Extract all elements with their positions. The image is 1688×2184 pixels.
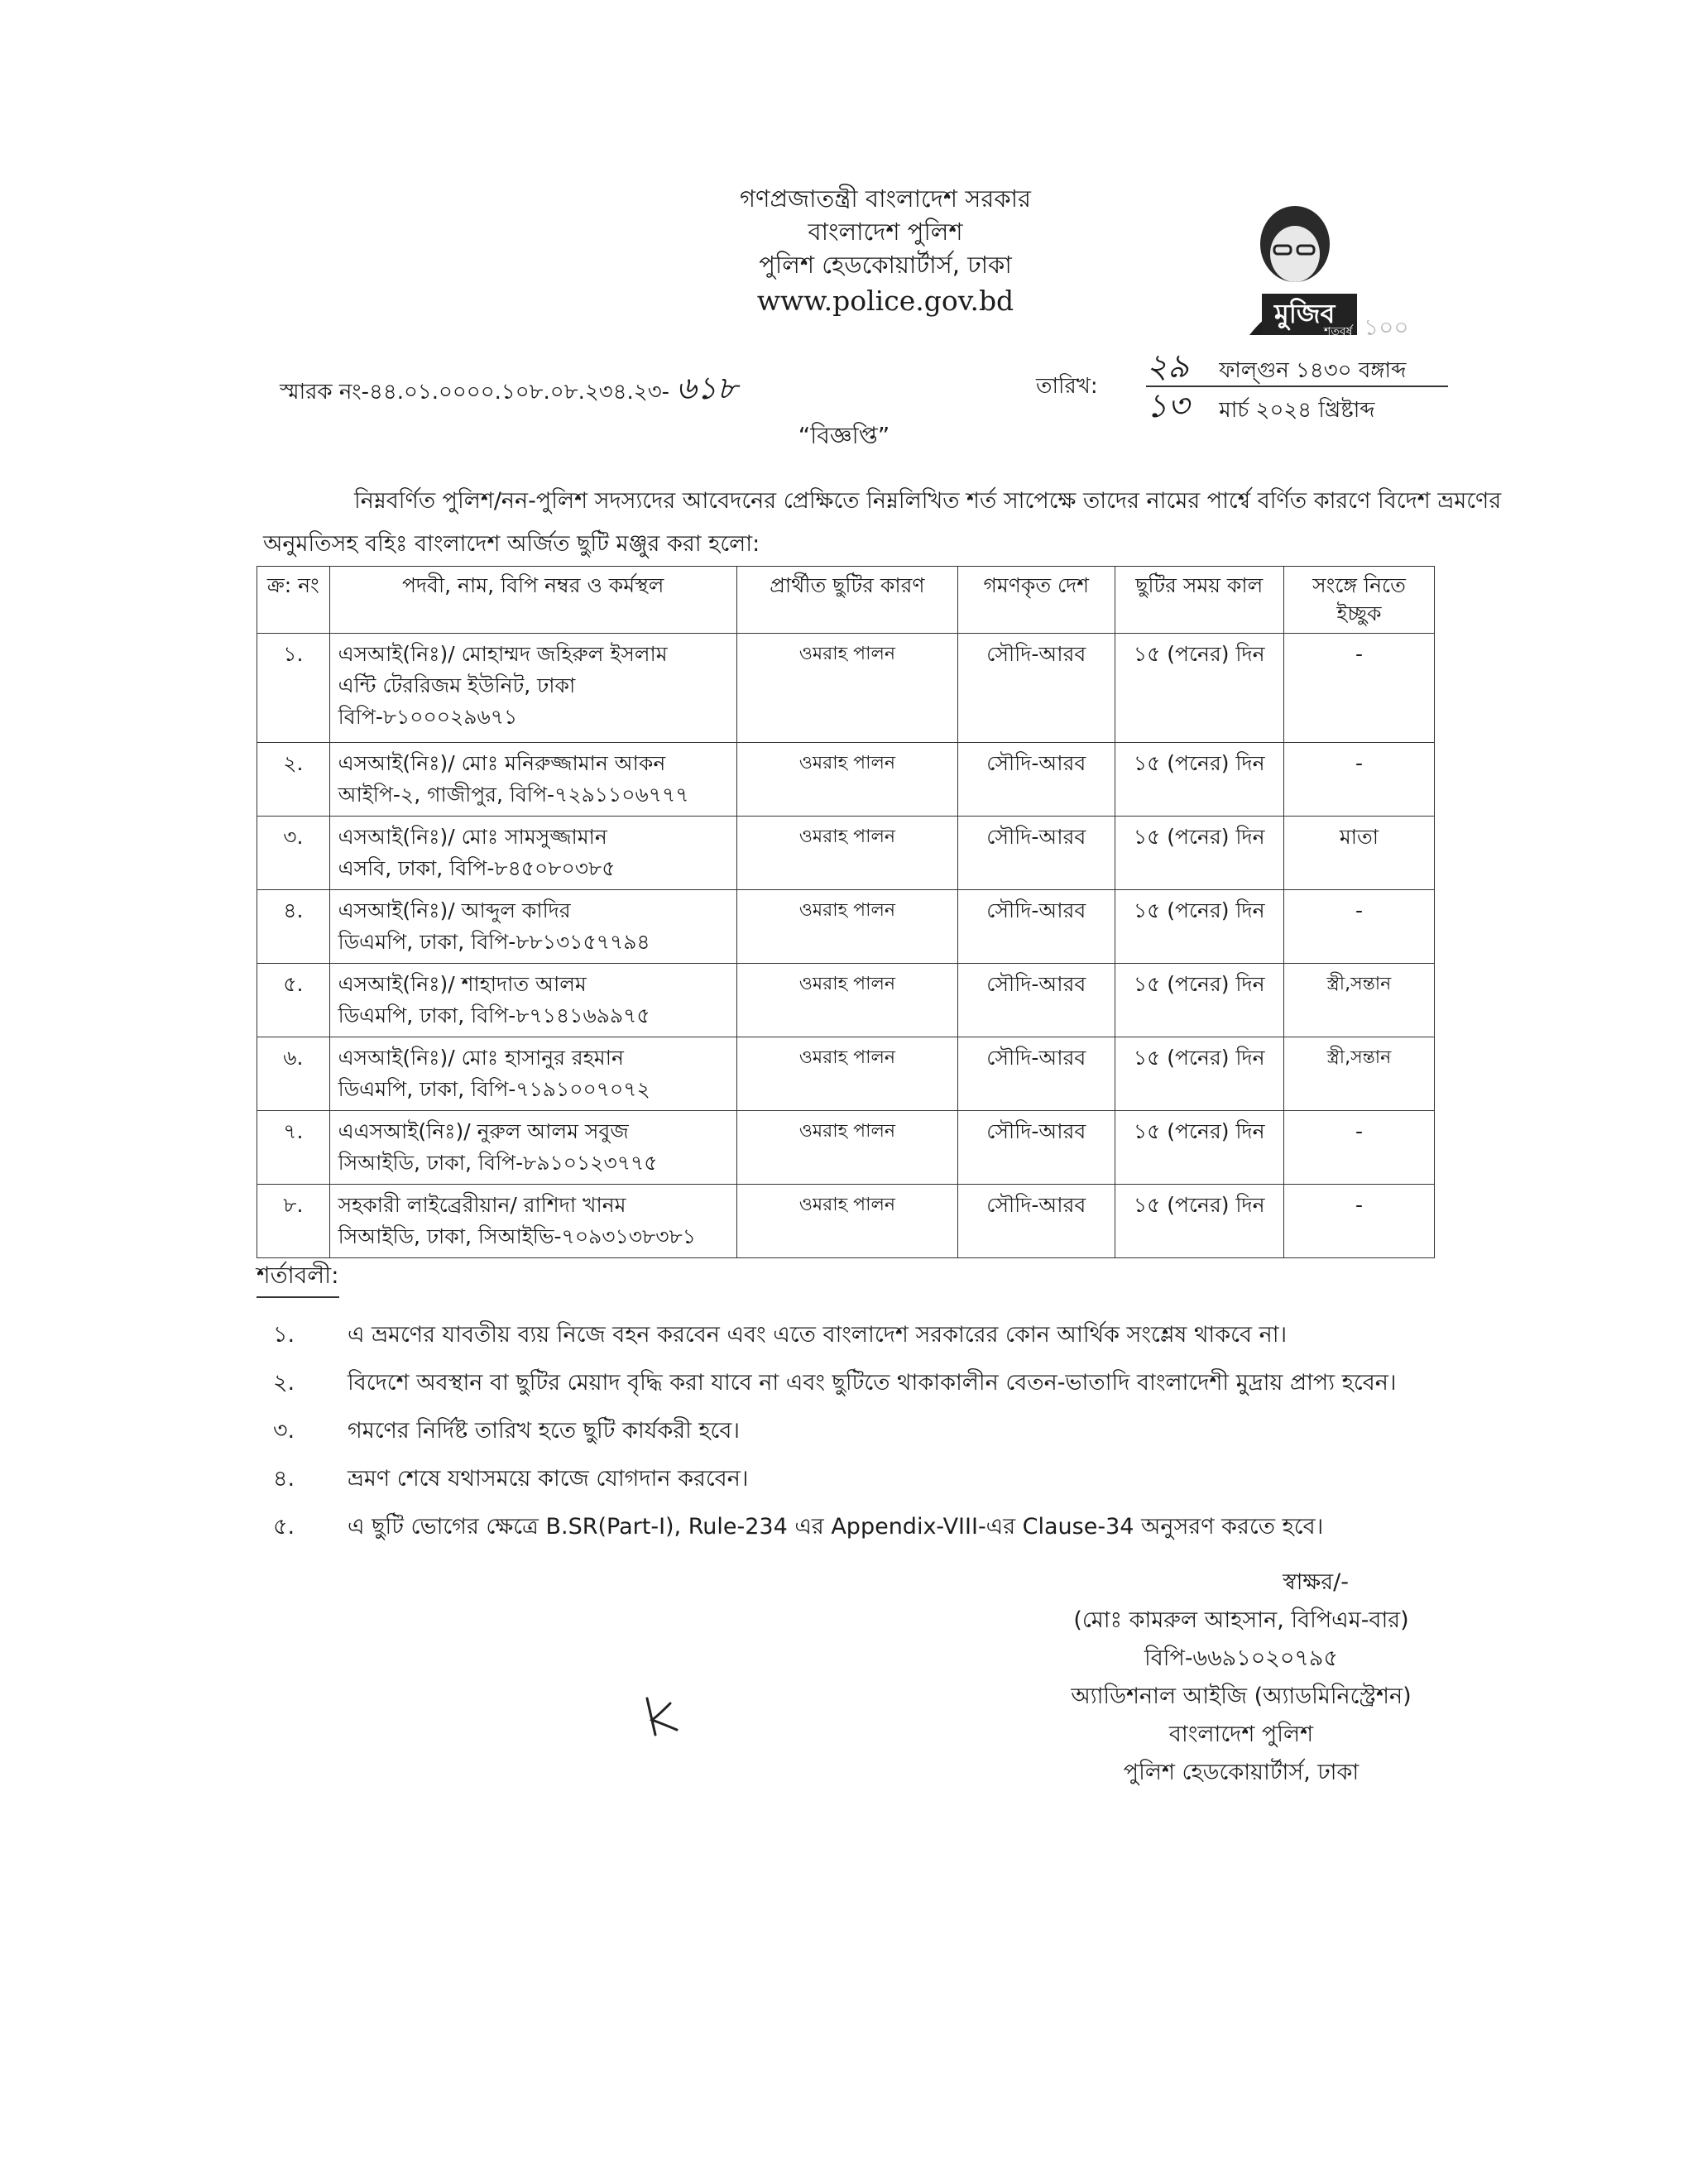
signatory-organization: বাংলাদেশ পুলিশ: [1168, 1722, 1314, 1747]
unit-line: ডিএমপি, ঢাকা, বিপি-৭১৯১০০৭০৭২: [338, 1077, 650, 1101]
cell-name: [329, 817, 736, 890]
header-companion: সংঙ্গে নিতে ইচ্ছুক: [1283, 567, 1434, 634]
table-row: [257, 964, 1435, 1037]
date-label: তারিখ:: [1036, 374, 1098, 399]
table-row: [257, 817, 1435, 890]
unit-line: সিআইডি, ঢাকা, বিপি-৮৯১০১২৩৭৭৫: [338, 1151, 658, 1175]
condition-text: গমণের নির্দিষ্ট তারিখ হতে ছুটি কার্যকরী হবে।: [348, 1418, 741, 1444]
intro-text: নিম্নবর্ণিত পুলিশ/নন-পুলিশ সদস্যদের আবেদনের প্রেক্ষিতে নিম্নলিখিত শর্ত সাপেক্ষে তাদের নামের পার্শ্বে বর্ণিত কারণে বিদেশ ভ্রমণের অনুমতিসহ বহিঃ বাংলাদেশ অর্জিত ছুটি মঞ্জুর করা হলো:: [263, 488, 1502, 557]
table-row: [257, 634, 1435, 743]
english-date: [1146, 387, 1448, 425]
cell-serial: ৫.: [257, 964, 330, 1037]
signatory-bp: বিপি-৬৬৯১০২০৭৯৫: [1144, 1645, 1338, 1671]
condition-number: ২.: [273, 1370, 295, 1396]
logo-digits: ১০০: [1364, 314, 1409, 341]
cell-duration: ১৫ (পনের) দিন: [1115, 634, 1283, 743]
bengali-day: ২৯: [1146, 347, 1189, 386]
english-day: ১৩: [1146, 387, 1189, 425]
header-serial: ক্র: নং: [257, 567, 330, 634]
cell-reason: ওমরাহ পালন: [736, 817, 957, 890]
name-line: এসআই(নিঃ)/ মোঃ মনিরুজ্জামান আকন: [338, 751, 666, 775]
website-link[interactable]: www.police.gov.bd: [756, 285, 1014, 317]
bp-line: বিপি-৮১০০০২৯৬৭১: [338, 705, 518, 729]
cell-country: সৌদি-আরব: [958, 890, 1115, 964]
conditions-title: শর্তাবলী:: [257, 1257, 339, 1298]
unit-line: এসবি, ঢাকা, বিপি-৮৪৫০৮০৩৮৫: [338, 856, 616, 880]
leave-approval-table: [257, 566, 1435, 1258]
cell-companion: -: [1283, 634, 1434, 743]
cell-duration: ১৫ (পনের) দিন: [1115, 1185, 1283, 1258]
cell-country: সৌদি-আরব: [958, 634, 1115, 743]
logo-subtext: শতবর্ষ: [1324, 325, 1353, 338]
organization-name: বাংলাদেশ পুলিশ: [808, 218, 963, 246]
cell-serial: ৮.: [257, 1185, 330, 1258]
office-name: পুলিশ হেডকোয়ার্টার্স, ঢাকা: [759, 251, 1012, 279]
name-line: এসআই(নিঃ)/ শাহাদাত আলম: [338, 972, 587, 996]
government-name: গণপ্রজাতন্ত্রী বাংলাদেশ সরকার: [739, 184, 1032, 213]
condition-text: এ ভ্রমণের যাবতীয় ব্যয় নিজে বহন করবেন এবং এতে বাংলাদেশ সরকারের কোন আর্থিক সংশ্লেষ থাকবে না।: [348, 1322, 1288, 1348]
table-row: [257, 890, 1435, 964]
unit-line: সিআইডি, ঢাকা, সিআইভি-৭০৯৩১৩৮৩৮১: [338, 1224, 696, 1248]
signed-label: স্বাক্ষর/-: [1283, 1569, 1349, 1595]
name-line: এসআই(নিঃ)/ মোহাম্মদ জহিরুল ইসলাম: [338, 642, 668, 666]
signatory-office: পুলিশ হেডকোয়ার্টার্স, ঢাকা: [1123, 1760, 1360, 1785]
condition-number: ১.: [273, 1322, 295, 1348]
name-line: এসআই(নিঃ)/ মোঃ সামসুজ্জামান: [338, 825, 607, 849]
cell-companion: -: [1283, 890, 1434, 964]
signature-block: [1009, 1564, 1473, 1792]
memo-number: [280, 364, 737, 417]
cell-reason: ওমরাহ পালন: [736, 964, 957, 1037]
name-line: এসআই(নিঃ)/ আব্দুল কাদির: [338, 898, 571, 922]
mujib-centenary-logo: [1216, 194, 1465, 343]
table-row: [257, 1185, 1435, 1258]
cell-reason: ওমরাহ পালন: [736, 1185, 957, 1258]
table-row: [257, 1037, 1435, 1111]
bengali-date: [1146, 347, 1448, 387]
name-line: সহকারী লাইব্রেরীয়ান/ রাশিদা খানম: [338, 1193, 626, 1217]
memo-handwritten-number: ৬১৮: [675, 370, 738, 406]
cell-serial: ৭.: [257, 1111, 330, 1185]
cell-duration: ১৫ (পনের) দিন: [1115, 743, 1283, 817]
cell-reason: ওমরাহ পালন: [736, 890, 957, 964]
list-item: [273, 1359, 1481, 1407]
cell-country: সৌদি-আরব: [958, 964, 1115, 1037]
list-item: [273, 1311, 1481, 1359]
cell-serial: ৩.: [257, 817, 330, 890]
condition-number: ৪.: [273, 1466, 295, 1492]
unit-line: আইপি-২, গাজীপুর, বিপি-৭২৯১১০৬৭৭৭: [338, 783, 689, 807]
cell-country: সৌদি-আরব: [958, 817, 1115, 890]
cell-duration: ১৫ (পনের) দিন: [1115, 1111, 1283, 1185]
condition-text: ভ্রমণ শেষে যথাসময়ে কাজে যোগদান করবেন।: [348, 1466, 749, 1492]
logo-text: মুজিব: [1274, 298, 1336, 329]
signatory-designation: অ্যাডিশনাল আইজি (অ্যাডমিনিস্ট্রেশন): [1071, 1684, 1412, 1709]
notice-title: “বিজ্ঞপ্তি”: [798, 422, 890, 449]
cell-reason: ওমরাহ পালন: [736, 743, 957, 817]
list-item: [273, 1503, 1481, 1551]
cell-name: [329, 634, 736, 743]
condition-number: ৫.: [273, 1514, 295, 1540]
header-duration: ছুটির সময় কাল: [1115, 567, 1283, 634]
cell-name: [329, 890, 736, 964]
header-country: গমণকৃত দেশ: [958, 567, 1115, 634]
english-month-year: মার্চ ২০২৪ খ্রিষ্টাব্দ: [1219, 398, 1375, 423]
cell-reason: ওমরাহ পালন: [736, 634, 957, 743]
unit-line: ডিএমপি, ঢাকা, বিপি-৮৮১৩১৫৭৭৯৪: [338, 930, 650, 954]
bengali-month-year: ফাল্গুন ১৪৩০ বঙ্গাব্দ: [1219, 358, 1407, 383]
name-line: এসআই(নিঃ)/ মোঃ হাসানুর রহমান: [338, 1046, 624, 1070]
conditions-list: [273, 1311, 1481, 1551]
cell-companion: মাতা: [1283, 817, 1434, 890]
cell-name: [329, 1111, 736, 1185]
cell-name: [329, 1185, 736, 1258]
cell-name: [329, 1037, 736, 1111]
table-header-row: [257, 567, 1435, 634]
cell-country: সৌদি-আরব: [958, 1111, 1115, 1185]
cell-companion: -: [1283, 1111, 1434, 1185]
table-row: [257, 743, 1435, 817]
letterhead: [579, 182, 1192, 321]
condition-text: বিদেশে অবস্থান বা ছুটির মেয়াদ বৃদ্ধি করা যাবে না এবং ছুটিতে থাকাকালীন বেতন-ভাতাদি বাংলাদেশী মুদ্রায় প্রাপ্য হবেন।: [348, 1370, 1397, 1396]
cell-companion: -: [1283, 743, 1434, 817]
list-item: [273, 1407, 1481, 1455]
cell-companion: স্ত্রী,সন্তান: [1283, 1037, 1434, 1111]
cell-reason: ওমরাহ পালন: [736, 1037, 957, 1111]
handwritten-initial-mark: [637, 1692, 687, 1741]
cell-companion: -: [1283, 1185, 1434, 1258]
cell-country: সৌদি-আরব: [958, 1185, 1115, 1258]
date-block: [1146, 347, 1448, 425]
cell-duration: ১৫ (পনের) দিন: [1115, 817, 1283, 890]
condition-text: এ ছুটি ভোগের ক্ষেত্রে B.SR(Part-I), Rule-234 এর Appendix-VIII-এর Clause-34 অনুসরণ করতে হবে।: [348, 1514, 1324, 1540]
header-name: পদবী, নাম, বিপি নম্বর ও কর্মস্থল: [329, 567, 736, 634]
cell-serial: ৪.: [257, 890, 330, 964]
table-row: [257, 1111, 1435, 1185]
name-line: এএসআই(নিঃ)/ নুরুল আলম সবুজ: [338, 1119, 629, 1143]
cell-duration: ১৫ (পনের) দিন: [1115, 964, 1283, 1037]
intro-paragraph: [263, 480, 1529, 566]
cell-duration: ১৫ (পনের) দিন: [1115, 1037, 1283, 1111]
signatory-name: (মোঃ কামরুল আহসান, বিপিএম-বার): [1073, 1607, 1409, 1633]
cell-name: [329, 743, 736, 817]
cell-duration: ১৫ (পনের) দিন: [1115, 890, 1283, 964]
list-item: [273, 1455, 1481, 1503]
cell-companion: স্ত্রী,সন্তান: [1283, 964, 1434, 1037]
unit-line: ডিএমপি, ঢাকা, বিপি-৮৭১৪১৬৯৯৭৫: [338, 1003, 650, 1027]
unit-line: এন্টি টেররিজম ইউনিট, ঢাকা: [338, 673, 576, 697]
cell-serial: ২.: [257, 743, 330, 817]
cell-serial: ১.: [257, 634, 330, 743]
condition-number: ৩.: [273, 1418, 295, 1444]
cell-country: সৌদি-আরব: [958, 743, 1115, 817]
memo-label: স্মারক নং-৪৪.০১.০০০০.১০৮.০৮.২৩৪.২৩-: [280, 380, 669, 405]
cell-name: [329, 964, 736, 1037]
cell-serial: ৬.: [257, 1037, 330, 1111]
header-reason: প্রার্থীত ছুটির কারণ: [736, 567, 957, 634]
cell-country: সৌদি-আরব: [958, 1037, 1115, 1111]
cell-reason: ওমরাহ পালন: [736, 1111, 957, 1185]
